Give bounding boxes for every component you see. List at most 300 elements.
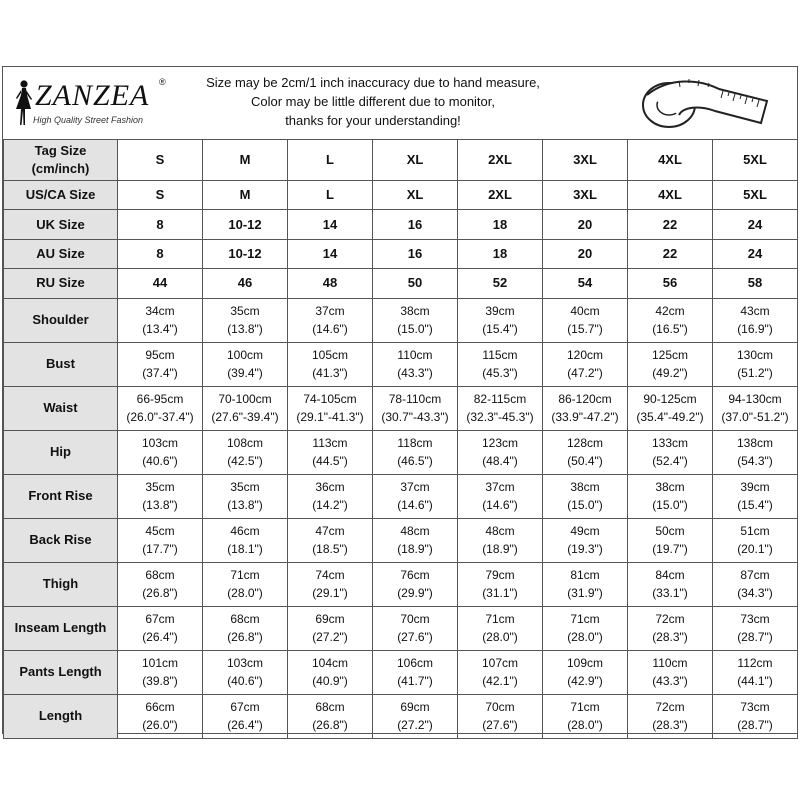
inch-value: (26.4") xyxy=(142,630,178,645)
inch-value: (18.9") xyxy=(482,542,518,557)
cm-value: 128cm xyxy=(566,436,604,451)
size-cell: 2XL xyxy=(458,181,543,210)
measurement-cell xyxy=(543,386,628,430)
inch-value: (41.7") xyxy=(397,674,433,689)
measurement-notice xyxy=(163,73,583,130)
measurement-cell xyxy=(713,386,798,430)
row-label: Thigh xyxy=(4,562,118,606)
inch-value: (34.3") xyxy=(737,586,773,601)
inch-value: (27.6") xyxy=(397,630,433,645)
row-label: UK Size xyxy=(4,210,118,239)
chart-header xyxy=(3,67,797,140)
cm-value: 50cm xyxy=(655,524,685,539)
inch-value: (29.1"-41.3") xyxy=(296,410,364,425)
measurement-cell xyxy=(373,298,458,342)
measurement-cell xyxy=(203,298,288,342)
cm-value: 72cm xyxy=(655,700,685,715)
cm-value: 71cm xyxy=(485,612,515,627)
inch-value: (41.3") xyxy=(312,366,348,381)
inch-value: (13.4") xyxy=(142,322,178,337)
row-label: Back Rise xyxy=(4,518,118,562)
cm-value: 103cm xyxy=(141,436,179,451)
inch-value: (30.7"-43.3") xyxy=(381,410,449,425)
inch-value: (28.0") xyxy=(567,630,603,645)
cm-value: 100cm xyxy=(226,348,264,363)
inch-value: (37.0"-51.2") xyxy=(721,410,789,425)
inch-value: (28.0") xyxy=(227,586,263,601)
cm-value: 69cm xyxy=(400,700,430,715)
inch-value: (42.9") xyxy=(567,674,603,689)
measurement-cell xyxy=(373,606,458,650)
cm-value: 82-115cm xyxy=(473,392,527,407)
inch-value: (39.8") xyxy=(142,674,178,689)
inch-value: (37.4") xyxy=(142,366,178,381)
cm-value: 110cm xyxy=(652,656,688,671)
size-table xyxy=(3,139,798,739)
brand-name: ZANZEA xyxy=(35,79,150,112)
woman-silhouette-icon xyxy=(11,79,35,131)
inch-value: (29.1") xyxy=(312,586,348,601)
cm-value: 118cm xyxy=(397,436,433,451)
measurement-row xyxy=(4,694,798,738)
size-cell: 3XL xyxy=(543,181,628,210)
inch-value: (18.9") xyxy=(397,542,433,557)
measurement-cell xyxy=(628,298,713,342)
measurement-cell xyxy=(713,694,798,738)
measurement-cell xyxy=(373,518,458,562)
size-row xyxy=(4,140,798,181)
measurement-cell xyxy=(203,518,288,562)
inch-value: (20.1") xyxy=(737,542,773,557)
inch-value: (13.8") xyxy=(227,322,263,337)
cm-value: 36cm xyxy=(315,480,345,495)
measurement-cell xyxy=(713,430,798,474)
cm-value: 67cm xyxy=(145,612,175,627)
inch-value: (17.7") xyxy=(142,542,178,557)
inch-value: (28.3") xyxy=(652,630,688,645)
size-cell: 20 xyxy=(543,239,628,268)
measurement-cell xyxy=(543,562,628,606)
size-cell: 2XL xyxy=(458,140,543,181)
inch-value: (54.3") xyxy=(737,454,773,469)
inch-value: (31.1") xyxy=(482,586,518,601)
size-rows xyxy=(4,140,798,299)
measurement-cell xyxy=(543,518,628,562)
row-label: Inseam Length xyxy=(4,606,118,650)
measurement-cell xyxy=(628,386,713,430)
inch-value: (15.7") xyxy=(567,322,603,337)
cm-value: 123cm xyxy=(481,436,519,451)
measurement-cell xyxy=(628,562,713,606)
cm-value: 74-105cm xyxy=(303,392,357,407)
inch-value: (33.1") xyxy=(652,586,688,601)
size-cell: 46 xyxy=(203,269,288,298)
measurement-cell xyxy=(373,386,458,430)
measurement-cell xyxy=(458,386,543,430)
size-cell: 10-12 xyxy=(203,239,288,268)
inch-value: (32.3"-45.3") xyxy=(466,410,534,425)
cm-value: 70cm xyxy=(485,700,515,715)
measurement-cell xyxy=(203,606,288,650)
row-label: Tag Size (cm/inch) xyxy=(4,140,118,181)
measurement-cell xyxy=(118,430,203,474)
cm-value: 112cm xyxy=(737,656,773,671)
cm-value: 72cm xyxy=(655,612,685,627)
cm-value: 81cm xyxy=(570,568,600,583)
inch-value: (27.2") xyxy=(312,630,348,645)
inch-value: (44.1") xyxy=(737,674,773,689)
cm-value: 71cm xyxy=(230,568,260,583)
size-cell: 18 xyxy=(458,239,543,268)
measurement-cell xyxy=(288,430,373,474)
measurement-cell xyxy=(118,562,203,606)
measuring-tape-icon xyxy=(639,71,771,135)
measurement-cell xyxy=(458,694,543,738)
cm-value: 101cm xyxy=(141,656,179,671)
inch-value: (26.8") xyxy=(142,586,178,601)
size-cell: M xyxy=(203,181,288,210)
cm-value: 115cm xyxy=(482,348,518,363)
size-cell: 5XL xyxy=(713,140,798,181)
cm-value: 71cm xyxy=(570,700,600,715)
measurement-cell xyxy=(543,650,628,694)
measurement-cell xyxy=(713,650,798,694)
measurement-cell xyxy=(543,430,628,474)
measurement-cell xyxy=(543,606,628,650)
inch-value: (27.6"-39.4") xyxy=(211,410,279,425)
inch-value: (52.4") xyxy=(652,454,688,469)
measurement-cell xyxy=(458,430,543,474)
inch-value: (40.6") xyxy=(227,674,263,689)
size-row xyxy=(4,269,798,298)
measurement-cell xyxy=(713,518,798,562)
measurement-row xyxy=(4,342,798,386)
measurement-cell xyxy=(288,518,373,562)
inch-value: (14.6") xyxy=(397,498,433,513)
size-row xyxy=(4,239,798,268)
row-label: Pants Length xyxy=(4,650,118,694)
size-row xyxy=(4,210,798,239)
inch-value: (13.8") xyxy=(142,498,178,513)
measurement-cell xyxy=(628,430,713,474)
size-cell: 56 xyxy=(628,269,713,298)
measurement-cell xyxy=(373,342,458,386)
cm-value: 84cm xyxy=(655,568,685,583)
inch-value: (28.7") xyxy=(737,718,773,733)
size-cell: 22 xyxy=(628,210,713,239)
cm-value: 67cm xyxy=(230,700,260,715)
inch-value: (45.3") xyxy=(482,366,518,381)
inch-value: (19.7") xyxy=(652,542,688,557)
cm-value: 43cm xyxy=(740,304,770,319)
size-cell: S xyxy=(118,140,203,181)
measurement-row xyxy=(4,562,798,606)
size-cell: 3XL xyxy=(543,140,628,181)
cm-value: 109cm xyxy=(566,656,604,671)
size-cell: 14 xyxy=(288,210,373,239)
cm-value: 47cm xyxy=(315,524,345,539)
inch-value: (43.3") xyxy=(652,674,688,689)
measurement-cell xyxy=(713,342,798,386)
inch-value: (15.0") xyxy=(652,498,688,513)
inch-value: (35.4"-49.2") xyxy=(636,410,704,425)
measurement-cell xyxy=(203,562,288,606)
inch-value: (39.4") xyxy=(227,366,263,381)
cm-value: 38cm xyxy=(400,304,430,319)
inch-value: (40.9") xyxy=(312,674,348,689)
measurement-cell xyxy=(118,298,203,342)
inch-value: (28.0") xyxy=(567,718,603,733)
measurement-cell xyxy=(458,562,543,606)
cm-value: 49cm xyxy=(570,524,600,539)
row-label: US/CA Size xyxy=(4,181,118,210)
cm-value: 37cm xyxy=(315,304,345,319)
inch-value: (28.3") xyxy=(652,718,688,733)
inch-value: (47.2") xyxy=(567,366,603,381)
cm-value: 107cm xyxy=(481,656,519,671)
size-cell: 8 xyxy=(118,239,203,268)
cm-value: 87cm xyxy=(740,568,770,583)
row-label: RU Size xyxy=(4,269,118,298)
size-cell: 10-12 xyxy=(203,210,288,239)
measurement-cell xyxy=(288,606,373,650)
size-cell: 24 xyxy=(713,210,798,239)
measurement-cell xyxy=(118,474,203,518)
cm-value: 70-100cm xyxy=(218,392,272,407)
inch-value: (26.8") xyxy=(227,630,263,645)
cm-value: 46cm xyxy=(230,524,260,539)
cm-value: 130cm xyxy=(736,348,774,363)
inch-value: (26.8") xyxy=(312,718,348,733)
measurement-cell xyxy=(118,650,203,694)
measurement-rows xyxy=(4,298,798,738)
measurement-cell xyxy=(458,606,543,650)
cm-value: 90-125cm xyxy=(643,392,697,407)
row-label: Front Rise xyxy=(4,474,118,518)
cm-value: 37cm xyxy=(485,480,515,495)
inch-value: (48.4") xyxy=(482,454,518,469)
inch-value: (26.0") xyxy=(142,718,178,733)
size-chart xyxy=(2,66,798,734)
inch-value: (19.3") xyxy=(567,542,603,557)
inch-value: (42.1") xyxy=(482,674,518,689)
cm-value: 39cm xyxy=(485,304,515,319)
inch-value: (14.6") xyxy=(312,322,348,337)
size-row xyxy=(4,181,798,210)
size-cell: 14 xyxy=(288,239,373,268)
cm-value: 86-120cm xyxy=(558,392,612,407)
inch-value: (15.0") xyxy=(567,498,603,513)
row-label: Length xyxy=(4,694,118,738)
cm-value: 120cm xyxy=(566,348,604,363)
row-label: Hip xyxy=(4,430,118,474)
measurement-cell xyxy=(203,386,288,430)
cm-value: 73cm xyxy=(740,612,770,627)
measurement-row xyxy=(4,430,798,474)
inch-value: (51.2") xyxy=(737,366,773,381)
measurement-cell xyxy=(543,474,628,518)
cm-value: 66-95cm xyxy=(136,392,184,407)
cm-value: 66cm xyxy=(145,700,175,715)
measurement-cell xyxy=(203,342,288,386)
measurement-cell xyxy=(373,650,458,694)
size-cell: 16 xyxy=(373,210,458,239)
measurement-cell xyxy=(628,650,713,694)
measurement-cell xyxy=(628,518,713,562)
size-cell: 5XL xyxy=(713,181,798,210)
cm-value: 48cm xyxy=(400,524,430,539)
cm-value: 108cm xyxy=(226,436,264,451)
size-cell: 52 xyxy=(458,269,543,298)
cm-value: 37cm xyxy=(400,480,430,495)
measurement-cell xyxy=(288,298,373,342)
cm-value: 76cm xyxy=(400,568,430,583)
size-cell: 8 xyxy=(118,210,203,239)
inch-value: (31.9") xyxy=(567,586,603,601)
cm-value: 68cm xyxy=(230,612,260,627)
notice-line: Size may be 2cm/1 inch inaccuracy due to hand measure, xyxy=(206,75,540,90)
cm-value: 71cm xyxy=(570,612,600,627)
cm-value: 42cm xyxy=(655,304,685,319)
size-cell: 4XL xyxy=(628,181,713,210)
notice-line: thanks for your understanding! xyxy=(285,113,461,128)
cm-value: 34cm xyxy=(145,304,175,319)
measurement-cell xyxy=(118,342,203,386)
cm-value: 95cm xyxy=(145,348,175,363)
measurement-cell xyxy=(203,694,288,738)
cm-value: 104cm xyxy=(311,656,349,671)
measurement-cell xyxy=(628,474,713,518)
size-cell: 16 xyxy=(373,239,458,268)
cm-value: 51cm xyxy=(740,524,770,539)
cm-value: 35cm xyxy=(230,480,260,495)
inch-value: (27.6") xyxy=(482,718,518,733)
registered-mark: ® xyxy=(159,77,166,87)
measurement-cell xyxy=(628,342,713,386)
size-cell: S xyxy=(118,181,203,210)
size-cell: 22 xyxy=(628,239,713,268)
cm-value: 78-110cm xyxy=(388,392,442,407)
cm-value: 40cm xyxy=(570,304,600,319)
cm-value: 74cm xyxy=(315,568,345,583)
inch-value: (28.7") xyxy=(737,630,773,645)
measurement-cell xyxy=(203,474,288,518)
cm-value: 68cm xyxy=(145,568,175,583)
measurement-cell xyxy=(203,430,288,474)
inch-value: (28.0") xyxy=(482,630,518,645)
inch-value: (29.9") xyxy=(397,586,433,601)
measurement-cell xyxy=(458,518,543,562)
brand-logo xyxy=(9,75,169,133)
inch-value: (42.5") xyxy=(227,454,263,469)
measurement-cell xyxy=(543,694,628,738)
measurement-row xyxy=(4,650,798,694)
cm-value: 105cm xyxy=(311,348,349,363)
inch-value: (13.8") xyxy=(227,498,263,513)
measurement-cell xyxy=(713,606,798,650)
cm-value: 113cm xyxy=(312,436,348,451)
measurement-cell xyxy=(713,562,798,606)
inch-value: (44.5") xyxy=(312,454,348,469)
measurement-cell xyxy=(628,694,713,738)
measurement-cell xyxy=(458,474,543,518)
cm-value: 35cm xyxy=(145,480,175,495)
cm-value: 106cm xyxy=(396,656,434,671)
measurement-row xyxy=(4,518,798,562)
cm-value: 79cm xyxy=(485,568,515,583)
notice-line: Color may be little different due to monitor, xyxy=(251,94,495,109)
measurement-cell xyxy=(373,562,458,606)
measurement-cell xyxy=(458,650,543,694)
size-cell: XL xyxy=(373,181,458,210)
inch-value: (26.4") xyxy=(227,718,263,733)
measurement-cell xyxy=(118,694,203,738)
measurement-cell xyxy=(203,650,288,694)
size-cell: 58 xyxy=(713,269,798,298)
inch-value: (14.6") xyxy=(482,498,518,513)
cm-value: 73cm xyxy=(740,700,770,715)
inch-value: (26.0"-37.4") xyxy=(126,410,194,425)
cm-value: 94-130cm xyxy=(728,392,782,407)
size-cell: XL xyxy=(373,140,458,181)
cm-value: 39cm xyxy=(740,480,770,495)
size-cell: M xyxy=(203,140,288,181)
inch-value: (46.5") xyxy=(397,454,433,469)
measurement-cell xyxy=(288,694,373,738)
size-cell: L xyxy=(288,181,373,210)
inch-value: (33.9"-47.2") xyxy=(551,410,619,425)
inch-value: (27.2") xyxy=(397,718,433,733)
row-label: Shoulder xyxy=(4,298,118,342)
measurement-cell xyxy=(543,298,628,342)
measurement-cell xyxy=(118,386,203,430)
size-cell: 50 xyxy=(373,269,458,298)
measurement-cell xyxy=(458,342,543,386)
measurement-cell xyxy=(713,298,798,342)
inch-value: (49.2") xyxy=(652,366,688,381)
measurement-cell xyxy=(373,694,458,738)
inch-value: (50.4") xyxy=(567,454,603,469)
cm-value: 35cm xyxy=(230,304,260,319)
measurement-cell xyxy=(288,474,373,518)
measurement-row xyxy=(4,474,798,518)
measurement-cell xyxy=(373,474,458,518)
cm-value: 133cm xyxy=(651,436,689,451)
cm-value: 70cm xyxy=(400,612,430,627)
measurement-cell xyxy=(118,518,203,562)
cm-value: 45cm xyxy=(145,524,175,539)
measurement-cell xyxy=(288,342,373,386)
inch-value: (15.4") xyxy=(737,498,773,513)
measurement-cell xyxy=(458,298,543,342)
cm-value: 110cm xyxy=(397,348,433,363)
inch-value: (15.0") xyxy=(397,322,433,337)
inch-value: (14.2") xyxy=(312,498,348,513)
cm-value: 125cm xyxy=(651,348,689,363)
size-cell: 44 xyxy=(118,269,203,298)
row-label: Waist xyxy=(4,386,118,430)
size-cell: 20 xyxy=(543,210,628,239)
measurement-cell xyxy=(628,606,713,650)
measurement-row xyxy=(4,606,798,650)
measurement-cell xyxy=(288,386,373,430)
cm-value: 48cm xyxy=(485,524,515,539)
brand-tagline: High Quality Street Fashion xyxy=(33,115,144,125)
measurement-cell xyxy=(118,606,203,650)
cm-value: 38cm xyxy=(570,480,600,495)
measurement-cell xyxy=(543,342,628,386)
inch-value: (15.4") xyxy=(482,322,518,337)
